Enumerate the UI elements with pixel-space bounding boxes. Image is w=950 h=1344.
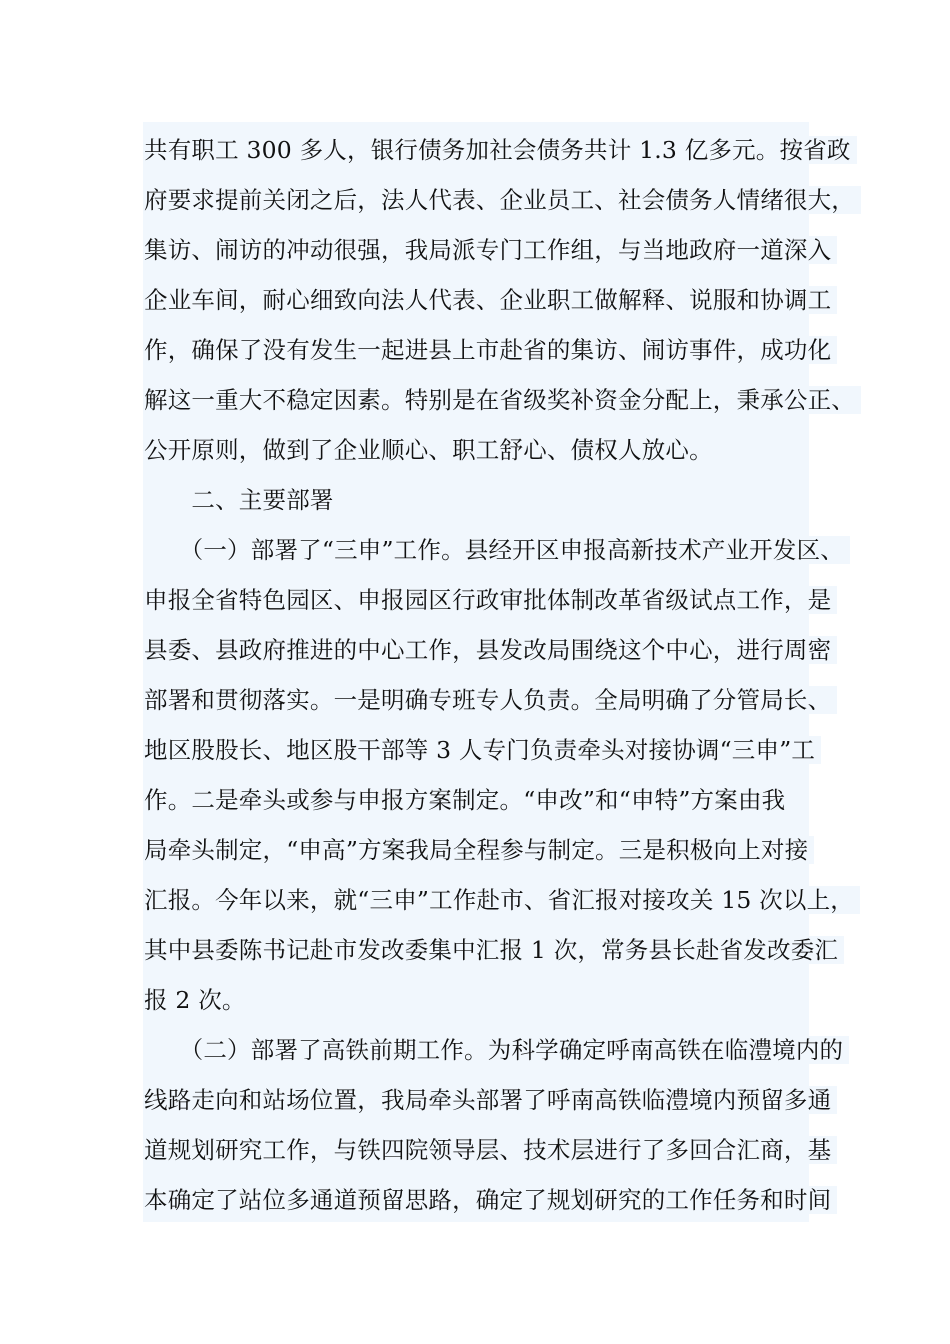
text-line: 府要求提前关闭之后，法人代表、企业员工、社会债务人情绪很大， <box>144 180 861 220</box>
text-line: 线路走向和站场位置，我局牵头部署了呼南高铁临澧境内预留多通 <box>144 1080 837 1120</box>
text-line: 作。二是牵头或参与申报方案制定。“申改”和“申特”方案由我 <box>144 780 791 820</box>
text-line: 集访、闹访的冲动很强，我局派专门工作组，与当地政府一道深入 <box>144 230 837 270</box>
text-line: 部署和贯彻落实。一是明确专班专人负责。全局明确了分管局长、 <box>144 680 837 720</box>
section-heading: 二、主要部署 <box>144 486 334 514</box>
text-line: 解这一重大不稳定因素。特别是在省级奖补资金分配上，秉承公正、 <box>144 380 861 420</box>
text-line: 作，确保了没有发生一起进县上市赴省的集访、闹访事件，成功化 <box>144 330 837 370</box>
text-line: 本确定了站位多通道预留思路，确定了规划研究的工作任务和时间 <box>144 1180 837 1220</box>
text-line: 道规划研究工作，与铁四院领导层、技术层进行了多回合汇商，基 <box>144 1130 837 1170</box>
text-line: （二）部署了高铁前期工作。为科学确定呼南高铁在临澧境内的 <box>144 1030 849 1070</box>
text-line: 地区股股长、地区股干部等 3 人专门负责牵头对接协调“三申”工 <box>144 730 821 770</box>
text-line: 报 2 次。 <box>144 980 252 1020</box>
text-line: 企业车间，耐心细致向法人代表、企业职工做解释、说服和协调工 <box>144 280 837 320</box>
text-line: （一）部署了“三申”工作。县经开区申报高新技术产业开发区、 <box>144 530 850 570</box>
text-line: 县委、县政府推进的中心工作，县发改局围绕这个中心，进行周密 <box>144 630 837 670</box>
text-line: 汇报。今年以来，就“三申”工作赴市、省汇报对接攻关 15 次以上， <box>144 880 860 920</box>
text-line: 公开原则，做到了企业顺心、职工舒心、债权人放心。 <box>144 430 719 470</box>
text-line: 申报全省特色园区、申报园区行政审批体制改革省级试点工作，是 <box>144 580 837 620</box>
text-line: 局牵头制定，“申高”方案我局全程参与制定。三是积极向上对接 <box>144 830 814 870</box>
text-line: 共有职工 300 多人，银行债务加社会债务共计 1.3 亿多元。按省政 <box>144 130 857 170</box>
text-line: 其中县委陈书记赴市发改委集中汇报 1 次，常务县长赴省发改委汇 <box>144 930 844 970</box>
